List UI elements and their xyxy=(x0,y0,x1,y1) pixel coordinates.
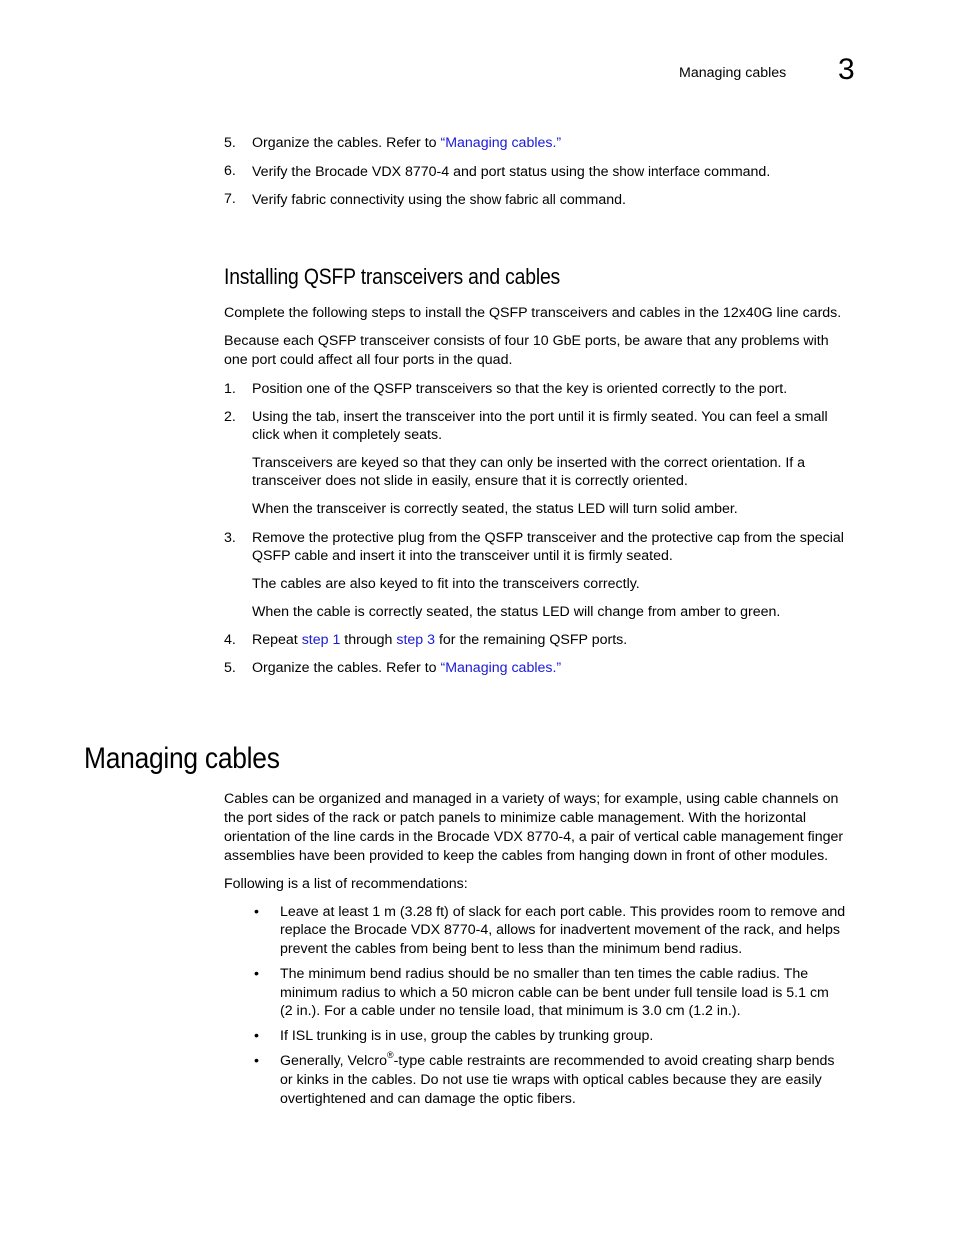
list-item-part: -type cable restraints are recommended to avoid creating sharp bends xyxy=(393,1053,835,1069)
list-item-line: prevent the cables from being bent to less than the minimum bend radius. xyxy=(280,941,743,957)
paragraph-line: assemblies have been provided to keep the cables from hanging down in front of other modules. xyxy=(224,848,829,864)
step-number: 1. xyxy=(224,381,236,397)
step-text xyxy=(252,190,872,210)
step-note-line: Transceivers are keyed so that they can only be inserted with the correct orientation. If a xyxy=(252,455,806,471)
list-item-part: Generally, Velcro xyxy=(280,1053,387,1069)
list-item-line: overtightened and can damage the optic fibers. xyxy=(280,1091,576,1107)
step-1-link[interactable]: step 1 xyxy=(301,632,341,648)
section-heading-managing-cables: Managing cables xyxy=(84,742,280,775)
paragraph-line: the port sides of the rack or patch panels to minimize cable management. With the horizontal xyxy=(224,810,806,826)
step-3-link[interactable]: step 3 xyxy=(396,632,436,648)
paragraph-line: Cables can be organized and managed in a variety of ways; for example, using cable channels on xyxy=(224,791,839,807)
step-text: Position one of the QSFP transceivers so that the key is oriented correctly to the port. xyxy=(252,381,788,397)
managing-cables-link[interactable]: “Managing cables.” xyxy=(440,660,562,676)
list-item-line: minimum radius to which a 50 micron cable can be bent under full tensile load is 5.1 cm xyxy=(280,985,829,1001)
step-number: 5. xyxy=(224,660,236,676)
step-number: 5. xyxy=(224,135,236,151)
step-text-part: command. xyxy=(700,164,771,180)
step-text-line: Remove the protective plug from the QSFP transceiver and the protective cap from the special xyxy=(252,530,844,546)
step-note: When the transceiver is correctly seated, the status LED will turn solid amber. xyxy=(252,501,738,517)
list-item-line xyxy=(280,1052,872,1071)
step-text-line: click when it completely seats. xyxy=(252,427,443,443)
paragraph-line: Because each QSFP transceiver consists of four 10 GbE ports, be aware that any problems with xyxy=(224,333,829,349)
bullet-icon: • xyxy=(254,1053,259,1069)
step-number: 4. xyxy=(224,632,236,648)
step-text-part: Organize the cables. Refer to xyxy=(252,660,441,676)
step-note-line: transceiver does not slide in easily, ensure that it is correctly oriented. xyxy=(252,473,688,489)
step-text-part: Verify the Brocade VDX 8770-4 and port status using the xyxy=(252,164,613,180)
command-show-interface: show interface xyxy=(612,164,701,179)
step-number: 3. xyxy=(224,530,236,546)
step-number: 2. xyxy=(224,409,236,425)
step-text-part: Organize the cables. Refer to xyxy=(252,135,441,151)
running-header-title: Managing cables xyxy=(679,65,787,81)
step-text-part: through xyxy=(340,632,397,648)
step-note: The cables are also keyed to fit into the transceivers correctly. xyxy=(252,576,640,592)
list-item: If ISL trunking is in use, group the cables by trunking group. xyxy=(280,1028,654,1044)
registered-mark: ® xyxy=(386,1050,394,1061)
chapter-number: 3 xyxy=(838,53,855,86)
paragraph: Complete the following steps to install the QSFP transceivers and cables in the 12x40G line cards. xyxy=(224,305,842,321)
step-text-part: Repeat xyxy=(252,632,302,648)
step-text-part: command. xyxy=(555,192,626,208)
step-text xyxy=(252,631,872,650)
step-text xyxy=(252,659,872,678)
step-text-part: for the remaining QSFP ports. xyxy=(435,632,628,648)
step-number: 7. xyxy=(224,191,236,207)
step-text-line: Using the tab, insert the transceiver into the port until it is firmly seated. You can feel a small xyxy=(252,409,828,425)
paragraph-line: one port could affect all four ports in the quad. xyxy=(224,352,513,368)
step-text-line: QSFP cable and insert it into the transceiver until it is firmly seated. xyxy=(252,548,673,564)
list-item-line: Leave at least 1 m (3.28 ft) of slack for each port cable. This provides room to remove and xyxy=(280,904,846,920)
managing-cables-link[interactable]: “Managing cables.” xyxy=(440,135,562,151)
section-heading-qsfp: Installing QSFP transceivers and cables xyxy=(224,264,561,289)
step-text-part: Verify fabric connectivity using the xyxy=(252,192,470,208)
paragraph-line: orientation of the line cards in the Brocade VDX 8770-4, a pair of vertical cable management finger xyxy=(224,829,844,845)
bullet-icon: • xyxy=(254,966,259,982)
step-number: 6. xyxy=(224,163,236,179)
step-text xyxy=(252,162,872,182)
list-item-line: or kinks in the cables. Do not use tie wraps with optical cables because they are easily xyxy=(280,1072,822,1088)
list-item-line: (2 in.). For a cable under no tensile load, that minimum is 3.0 cm (1.2 in.). xyxy=(280,1003,741,1019)
bullet-icon: • xyxy=(254,1028,259,1044)
command-show-fabric-all: show fabric all xyxy=(469,192,556,207)
list-item-line: replace the Brocade VDX 8770-4, allows for inadvertent movement of the rack, and helps xyxy=(280,922,840,938)
step-text xyxy=(252,134,872,153)
paragraph: Following is a list of recommendations: xyxy=(224,876,468,892)
list-item-line: The minimum bend radius should be no smaller than ten times the cable radius. The xyxy=(280,966,809,982)
bullet-icon: • xyxy=(254,904,259,920)
step-note: When the cable is correctly seated, the status LED will change from amber to green. xyxy=(252,604,781,620)
